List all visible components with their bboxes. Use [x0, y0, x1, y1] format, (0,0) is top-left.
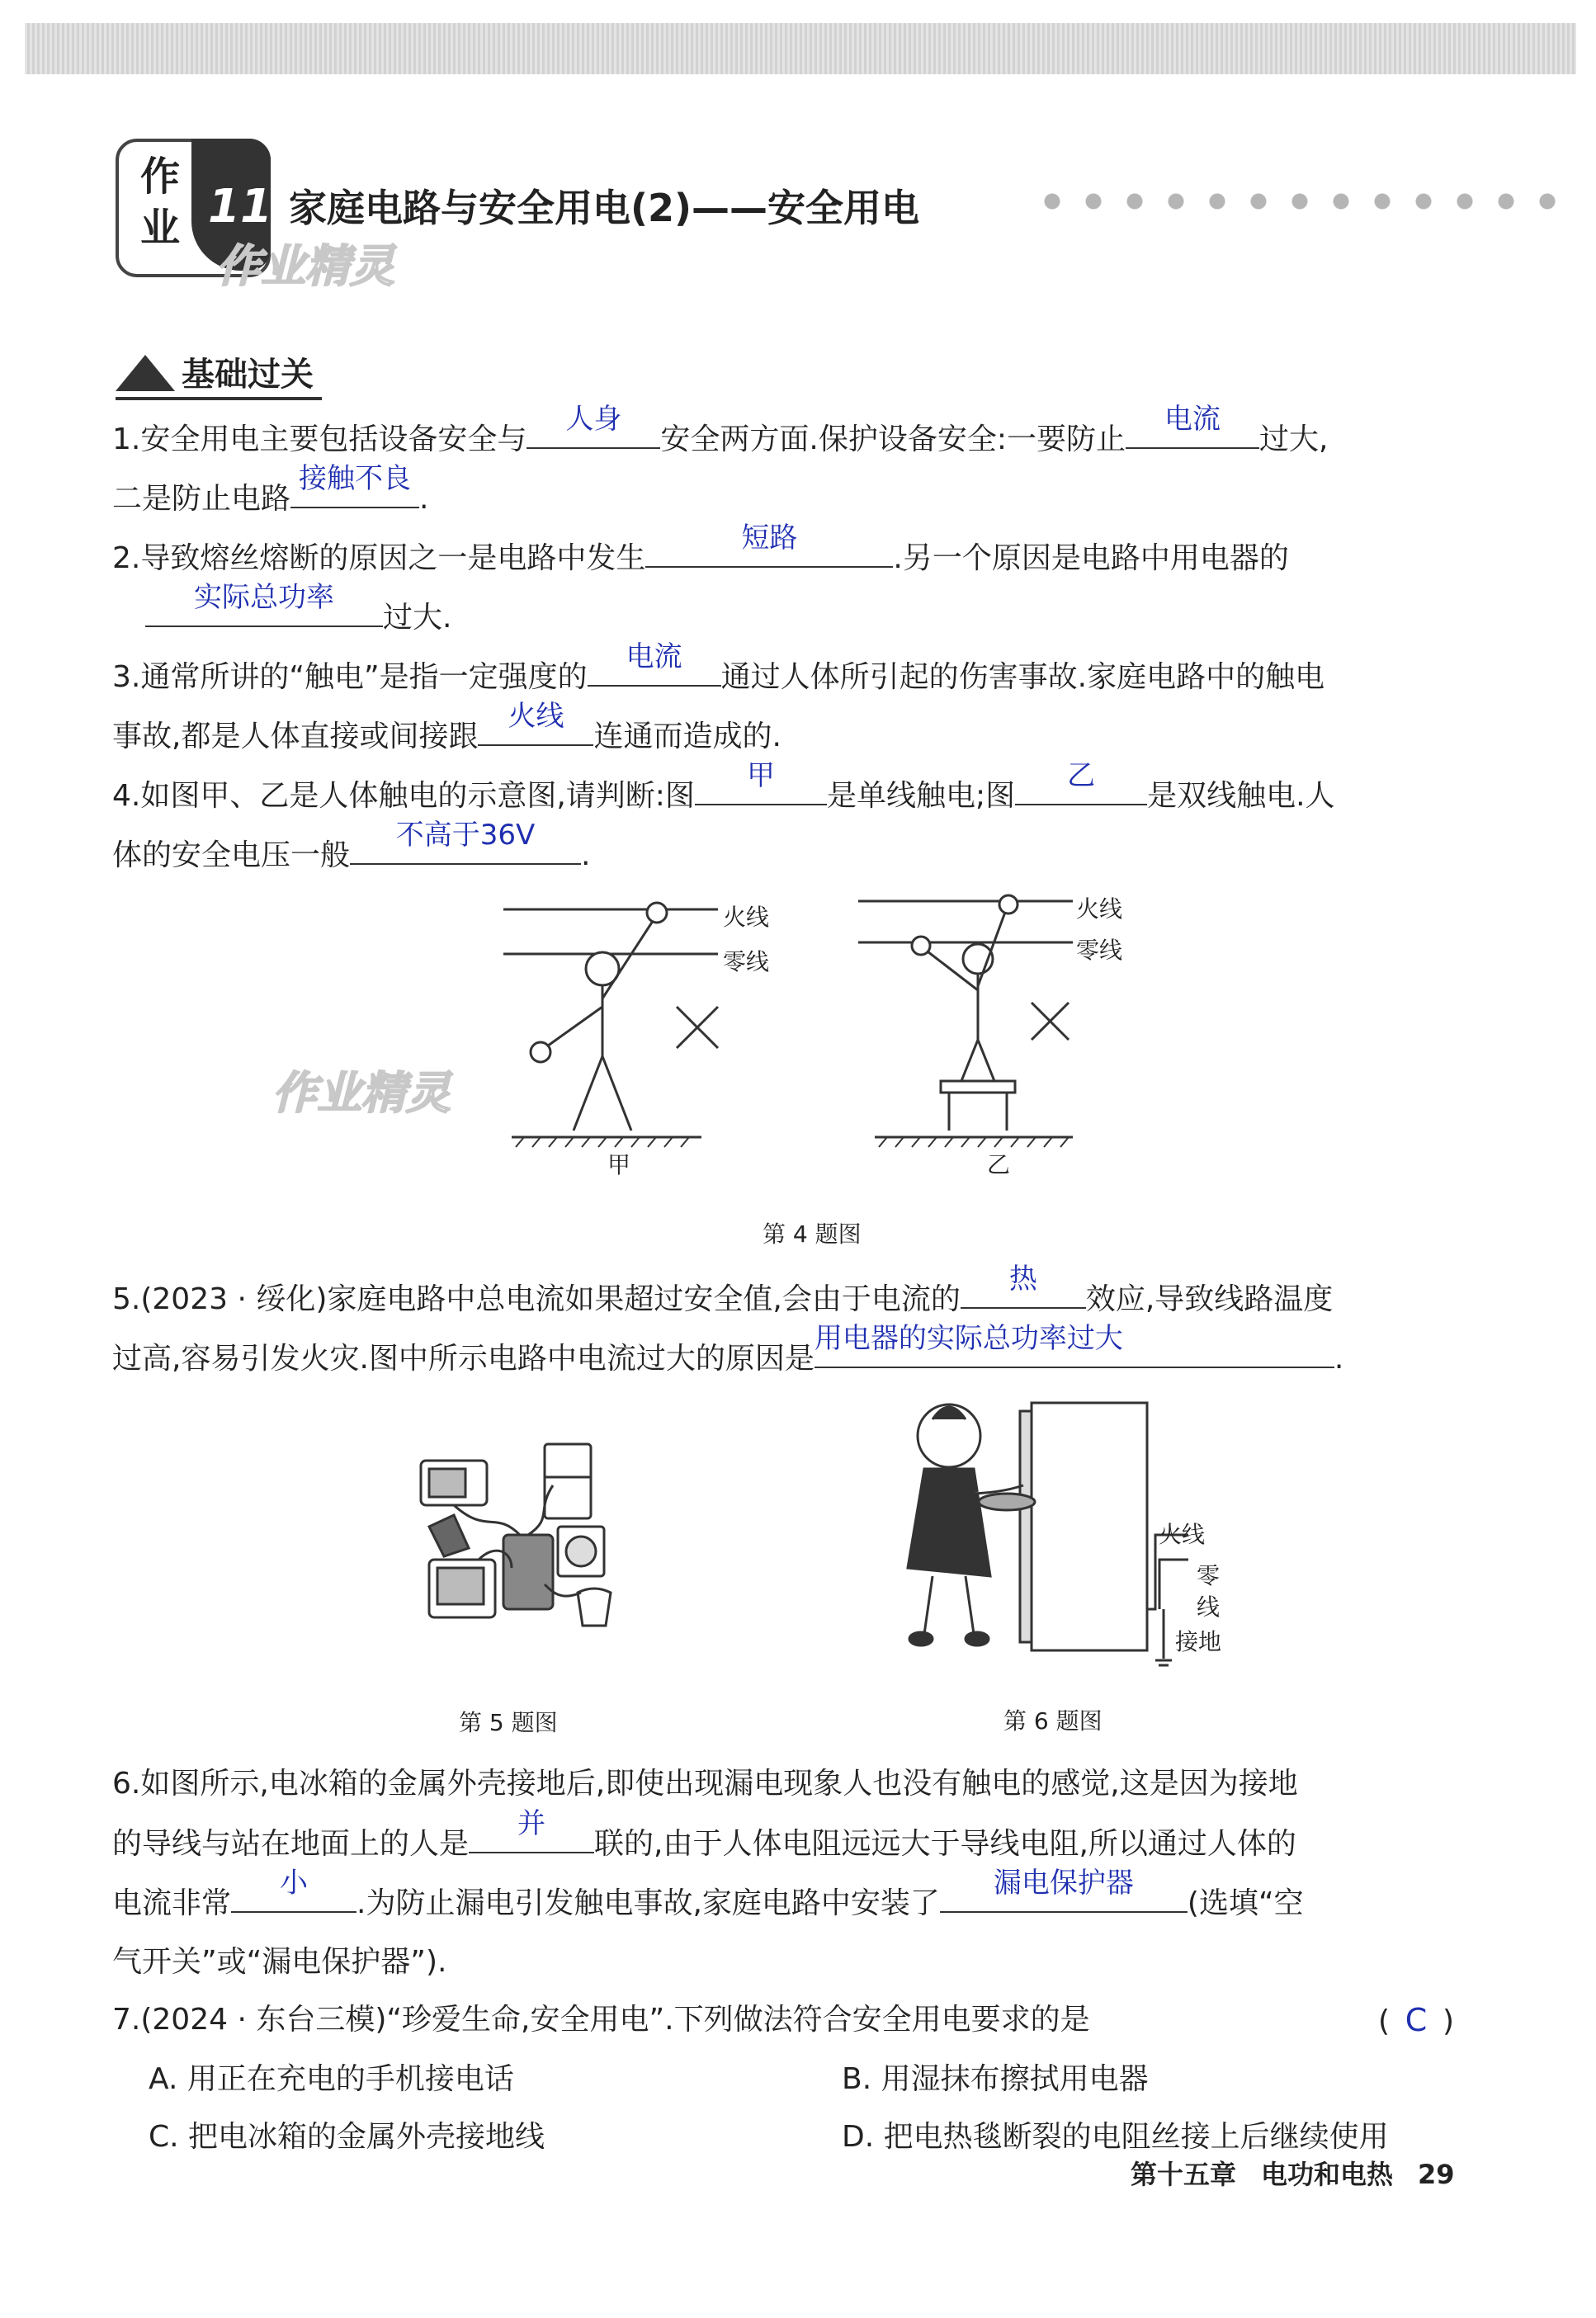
option-d[interactable]: D. 把电热毯断裂的电阻丝接上后继续使用 — [842, 2120, 1389, 2154]
answer-blank[interactable] — [231, 1867, 357, 1913]
question-6-line-3 — [112, 1867, 1304, 1933]
question-4-line-2 — [112, 819, 591, 885]
answer-blank[interactable] — [695, 759, 827, 805]
handwritten-answer: 小 — [280, 1867, 309, 1900]
question-text: 连通而造成的. — [593, 720, 781, 753]
answer-blank[interactable] — [961, 1263, 1086, 1309]
question-text: (2024 · 东台三模)“珍爱生命,安全用电”.下列做法符合安全用电要求的是 — [140, 2003, 1090, 2037]
question-text: 二是防止电路 — [112, 482, 291, 516]
answer-blank[interactable] — [469, 1807, 594, 1853]
answer-blank[interactable] — [588, 640, 721, 687]
answer-blank[interactable] — [478, 700, 593, 746]
section-label: 基础过关 — [182, 356, 314, 394]
bracket-close: ) — [1443, 2004, 1455, 2038]
figure-4-caption: 第 4 题图 — [763, 1220, 862, 1248]
question-text: 安全用电主要包括设备安全与 — [140, 423, 527, 456]
question-text: 效应,导致线路温度 — [1085, 1282, 1334, 1316]
question-7-answer-bracket[interactable] — [1378, 1990, 1454, 2051]
question-number: 6. — [112, 1767, 141, 1801]
question-text: 通过人体所引起的伤害事故.家庭电路中的触电 — [720, 660, 1325, 694]
handwritten-answer: 漏电保护器 — [993, 1867, 1134, 1900]
figure-5-caption: 第 5 题图 — [459, 1709, 558, 1736]
figure-4-illustration — [495, 883, 1122, 1180]
fig6-neutral-label-2: 线 — [1197, 1593, 1221, 1621]
question-text: . — [1334, 1342, 1344, 1376]
fig4b-neutral-label: 零线 — [1076, 937, 1123, 964]
fig4b-live-label: 火线 — [1076, 895, 1123, 923]
handwritten-answer: 热 — [1008, 1263, 1037, 1296]
figure-5-overloaded-socket — [413, 1436, 627, 1650]
question-text: 如图所示,电冰箱的金属外壳接地后,即使出现漏电现象人也没有触电的感觉,这是因为接地 — [140, 1767, 1298, 1801]
handwritten-answer: 人身 — [565, 403, 622, 436]
question-number: 7. — [112, 2003, 141, 2037]
fig6-ground-label: 接地 — [1175, 1628, 1222, 1655]
question-text: (2023 · 绥化)家庭电路中总电流如果超过安全值,会由于电流的 — [140, 1282, 961, 1316]
question-6-line-1 — [112, 1754, 1298, 1814]
triangle-icon — [116, 355, 175, 391]
question-text: 是双线触电.人 — [1147, 779, 1335, 813]
handwritten-answer: 并 — [517, 1807, 546, 1840]
question-text: . — [419, 482, 429, 516]
question-4-line-1 — [112, 759, 1335, 826]
answer-blank[interactable] — [814, 1322, 1334, 1368]
answer-blank[interactable] — [940, 1867, 1188, 1913]
question-text: 导致熔丝熔断的原因之一是电路中发生 — [140, 541, 646, 575]
handwritten-answer: 乙 — [1067, 759, 1096, 792]
page-title: 家庭电路与安全用电(2)——安全用电 — [289, 186, 920, 230]
answer-blank[interactable] — [350, 819, 581, 865]
handwritten-answer: 甲 — [746, 759, 775, 792]
answer-blank[interactable] — [1126, 403, 1259, 449]
handwritten-answer: 电流 — [1164, 403, 1221, 436]
question-text: (选填“空 — [1187, 1886, 1304, 1920]
handwritten-answer: 短路 — [741, 522, 798, 555]
answer-blank[interactable] — [645, 522, 893, 568]
question-number: 5. — [112, 1282, 141, 1316]
top-scan-band — [25, 23, 1576, 74]
handwritten-answer: 实际总功率 — [194, 581, 334, 614]
answer-blank[interactable] — [145, 581, 383, 627]
question-text: 过高,容易引发火灾.图中所示电路中电流过大的原因是 — [112, 1342, 815, 1376]
question-text: 体的安全电压一般 — [112, 838, 351, 872]
question-text: 通常所讲的“触电”是指一定强度的 — [140, 660, 588, 694]
question-text: . — [581, 838, 591, 872]
footer-topic: 电功和电热 — [1261, 2159, 1394, 2190]
question-1-line-2 — [112, 462, 429, 529]
question-text: .另一个原因是电路中用电器的 — [893, 541, 1289, 575]
question-text: .为防止漏电引发触电事故,家庭电路中安装了 — [357, 1886, 940, 1920]
answer-blank[interactable] — [526, 403, 660, 449]
bracket-open: ( — [1378, 2004, 1391, 2038]
section-underline — [116, 397, 322, 400]
question-text: 过大, — [1258, 423, 1329, 456]
question-text: 电流非常 — [112, 1886, 232, 1920]
footer-chapter: 第十五章 — [1131, 2159, 1237, 2190]
fig6-live-label: 火线 — [1159, 1521, 1206, 1548]
question-text: 安全两方面.保护设备安全:一要防止 — [660, 423, 1126, 456]
section-heading — [116, 348, 314, 395]
question-text: 如图甲、乙是人体触电的示意图,请判断:图 — [140, 779, 695, 813]
answer-blank[interactable] — [1015, 759, 1147, 805]
question-6-line-4 — [112, 1933, 446, 1992]
badge-top-char: 作 — [140, 153, 181, 200]
fig4-label-a: 甲 — [607, 1151, 631, 1178]
option-b[interactable]: B. 用湿抹布擦拭用电器 — [842, 2062, 1149, 2096]
option-c[interactable]: C. 把电冰箱的金属外壳接地线 — [149, 2120, 545, 2154]
figure-6-caption: 第 6 题图 — [1003, 1707, 1103, 1735]
answer-blank[interactable] — [290, 462, 419, 508]
badge-number: 11 — [208, 180, 272, 234]
question-3-line-2 — [112, 700, 781, 767]
handwritten-answer: 火线 — [508, 700, 564, 733]
question-text: 的导线与站在地面上的人是 — [112, 1827, 470, 1861]
page-number: 29 — [1418, 2159, 1455, 2190]
fig4-label-b: 乙 — [987, 1151, 1011, 1178]
question-number: 4. — [112, 779, 141, 813]
handwritten-answer: C — [1405, 2002, 1428, 2038]
fig4a-live-label: 火线 — [723, 904, 770, 931]
question-5-line-2 — [112, 1322, 1344, 1389]
title-dot-divider — [1032, 191, 1576, 211]
handwritten-answer: 接触不良 — [299, 462, 412, 495]
question-text: 过大. — [383, 601, 452, 635]
question-number: 3. — [112, 660, 141, 694]
question-text: 气开关”或“漏电保护器”). — [112, 1945, 447, 1979]
badge-bottom-char: 业 — [140, 205, 181, 251]
question-7-stem — [112, 1990, 1090, 2050]
fig6-neutral-label-1: 零 — [1197, 1562, 1221, 1589]
question-2-line-2 — [112, 581, 452, 648]
watermark: 作业精灵 — [272, 1067, 451, 1119]
handwritten-answer: 不高于36V — [395, 819, 536, 852]
question-text: 联的,由于人体电阻远远大于导线电阻,所以通过人体的 — [594, 1827, 1296, 1861]
question-number: 2. — [112, 541, 141, 575]
handwritten-answer: 用电器的实际总功率过大 — [814, 1322, 1123, 1355]
question-number: 1. — [112, 423, 141, 456]
option-a[interactable]: A. 用正在充电的手机接电话 — [149, 2062, 514, 2096]
handwritten-answer: 电流 — [626, 640, 682, 673]
page-footer — [1131, 2154, 1455, 2192]
question-text: 是单线触电;图 — [826, 779, 1016, 813]
watermark: 作业精灵 — [216, 240, 394, 292]
question-3-line-1 — [112, 640, 1325, 707]
question-text: 事故,都是人体直接或间接跟 — [112, 720, 479, 753]
fig4a-neutral-label: 零线 — [723, 948, 770, 975]
